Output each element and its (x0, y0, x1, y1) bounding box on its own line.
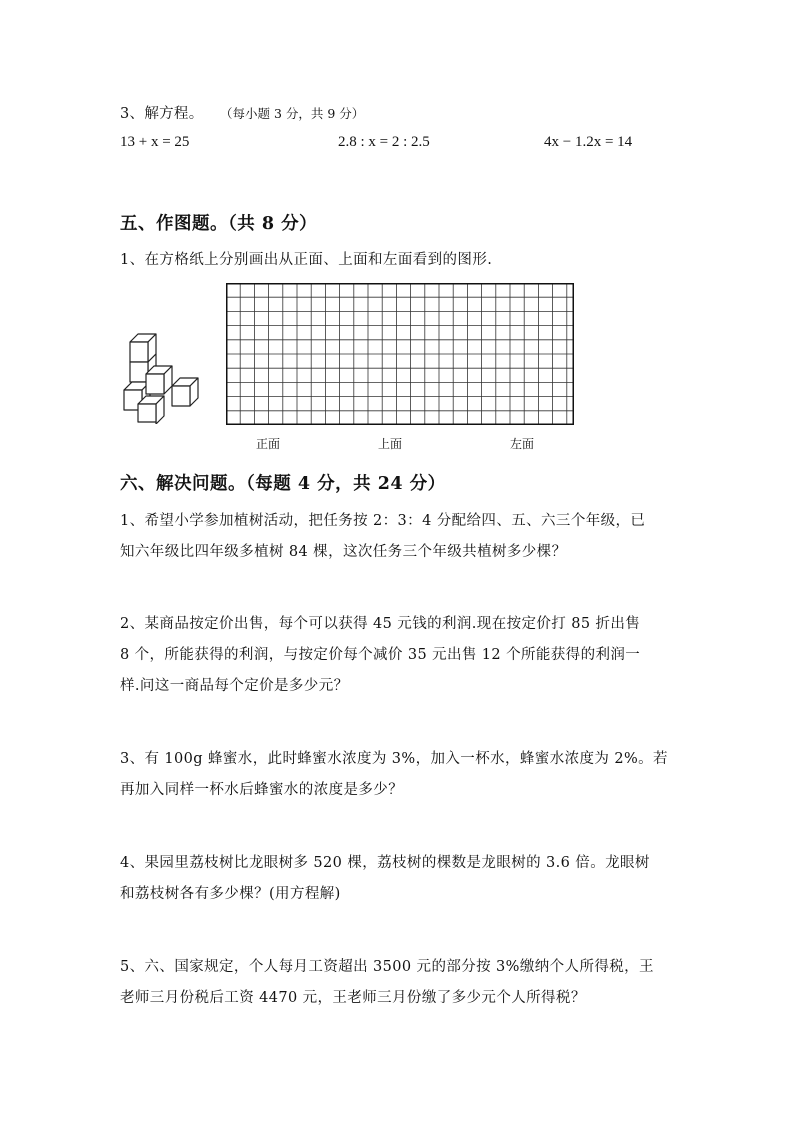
section6-heading: 六、解决问题。（每题 4 分，共 24 分） (120, 474, 446, 494)
problem-5-line-2: 老师三月份税后工资 4470 元，王老师三月份缴了多少元个人所得税？ (120, 990, 586, 1006)
equation-3: 4x − 1.2x = 14 (544, 134, 633, 150)
grid-label-left: 左面 (510, 437, 535, 451)
problem-4-line-2: 和荔枝树各有多少棵？(用方程解) (120, 886, 341, 902)
problem-2-line-1: 2、某商品按定价出售，每个可以获得 45 元钱的利润.现在按定价打 85 折出售 (120, 616, 641, 632)
grid-label-top: 上面 (378, 437, 403, 451)
problem-4-line-1: 4、果园里荔枝树比龙眼树多 520 棵，荔枝树的棵数是龙眼树的 3.6 倍。龙眼树 (120, 855, 650, 871)
problem-2-line-2: 8 个，所能获得的利润，与按定价每个减价 35 元出售 12 个所能获得的利润一 (120, 647, 641, 663)
equation-2: 2.8 : x = 2 : 2.5 (338, 134, 430, 150)
section3-note: （每小题 3 分，共 9 分） (220, 106, 365, 121)
section5-heading: 五、作图题。（共 8 分） (120, 214, 318, 234)
problem-1-line-1: 1、希望小学参加植树活动，把任务按 2：3：4 分配给四、五、六三个年级，已 (120, 513, 646, 529)
cube-stack-figure (118, 328, 210, 424)
problem-3-line-1: 3、有 100g 蜂蜜水，此时蜂蜜水浓度为 3%，加入一杯水，蜂蜜水浓度为 2%。若 (120, 751, 668, 767)
problem-1-line-2: 知六年级比四年级多植树 84 棵，这次任务三个年级共植树多少棵？ (120, 544, 567, 560)
square-grid-paper (226, 283, 574, 425)
section3-title: 3、解方程。 (120, 106, 204, 122)
problem-2-line-3: 样.问这一商品每个定价是多少元？ (120, 678, 349, 694)
section5-question: 1、在方格纸上分别画出从正面、上面和左面看到的图形. (120, 252, 493, 268)
equation-1: 13 + x = 25 (120, 134, 190, 150)
grid-label-front: 正面 (256, 437, 281, 451)
problem-5-line-1: 5、六、国家规定，个人每月工资超出 3500 元的部分按 3%缴纳个人所得税，王 (120, 959, 654, 975)
problem-3-line-2: 再加入同样一杯水后蜂蜜水的浓度是多少？ (120, 782, 404, 798)
